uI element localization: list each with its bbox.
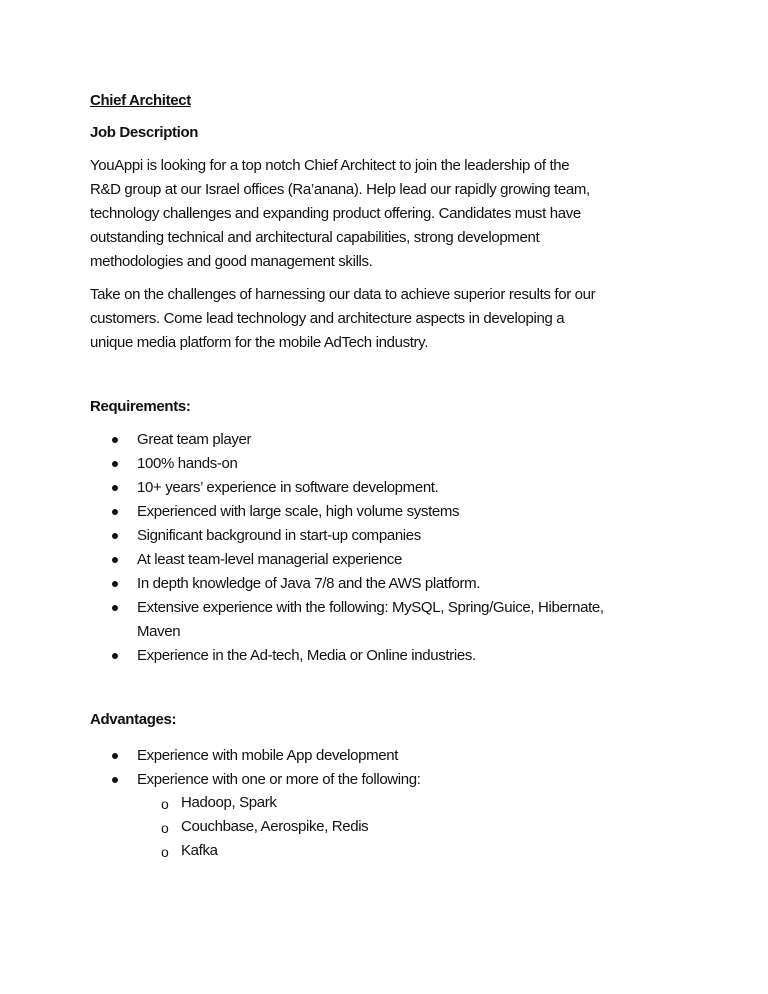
list-item: 10+ years’ experience in software development. bbox=[137, 479, 439, 496]
bullet-icon bbox=[112, 581, 118, 587]
paragraph-line: unique media platform for the mobile AdTech industry. bbox=[90, 334, 429, 351]
bullet-icon bbox=[112, 461, 118, 467]
advantages-heading: Advantages: bbox=[90, 711, 177, 728]
bullet-icon bbox=[112, 777, 118, 783]
paragraph-line: outstanding technical and architectural capabilities, strong development bbox=[90, 229, 540, 246]
circle-bullet-icon: o bbox=[161, 820, 169, 836]
circle-bullet-icon: o bbox=[161, 796, 169, 812]
bullet-icon bbox=[112, 509, 118, 515]
list-item: At least team-level managerial experience bbox=[137, 551, 402, 568]
bullet-icon bbox=[112, 557, 118, 563]
list-item: Significant background in start-up companies bbox=[137, 527, 421, 544]
paragraph-line: technology challenges and expanding product offering. Candidates must have bbox=[90, 205, 581, 222]
requirements-heading: Requirements: bbox=[90, 398, 191, 415]
list-item: In depth knowledge of Java 7/8 and the AWS platform. bbox=[137, 575, 481, 592]
sub-list-item: Kafka bbox=[181, 842, 218, 859]
list-item: 100% hands-on bbox=[137, 455, 238, 472]
list-item: Experience in the Ad-tech, Media or Online industries. bbox=[137, 647, 476, 664]
document-title: Chief Architect bbox=[90, 92, 191, 109]
bullet-icon bbox=[112, 533, 118, 539]
list-item: Experienced with large scale, high volume systems bbox=[137, 503, 460, 520]
bullet-icon bbox=[112, 653, 118, 659]
sub-list-item: Couchbase, Aerospike, Redis bbox=[181, 818, 369, 835]
bullet-icon bbox=[112, 437, 118, 443]
list-item: Experience with mobile App development bbox=[137, 747, 399, 764]
list-item: Extensive experience with the following: MySQL, Spring/Guice, Hibernate, bbox=[137, 599, 604, 616]
sub-list-item: Hadoop, Spark bbox=[181, 794, 277, 811]
bullet-icon bbox=[112, 485, 118, 491]
paragraph-line: R&D group at our Israel offices (Ra’anana). Help lead our rapidly growing team, bbox=[90, 181, 590, 198]
bullet-icon bbox=[112, 753, 118, 759]
list-item: Great team player bbox=[137, 431, 252, 448]
paragraph-line: YouAppi is looking for a top notch Chief Architect to join the leadership of the bbox=[90, 157, 570, 174]
list-item: Experience with one or more of the following: bbox=[137, 771, 421, 788]
section-heading-job-description: Job Description bbox=[90, 124, 199, 141]
paragraph-line: methodologies and good management skills. bbox=[90, 253, 373, 270]
paragraph-line: customers. Come lead technology and architecture aspects in developing a bbox=[90, 310, 565, 327]
circle-bullet-icon: o bbox=[161, 844, 169, 860]
bullet-icon bbox=[112, 605, 118, 611]
paragraph-line: Take on the challenges of harnessing our data to achieve superior results for our bbox=[90, 286, 596, 303]
list-item-continuation: Maven bbox=[137, 623, 181, 640]
